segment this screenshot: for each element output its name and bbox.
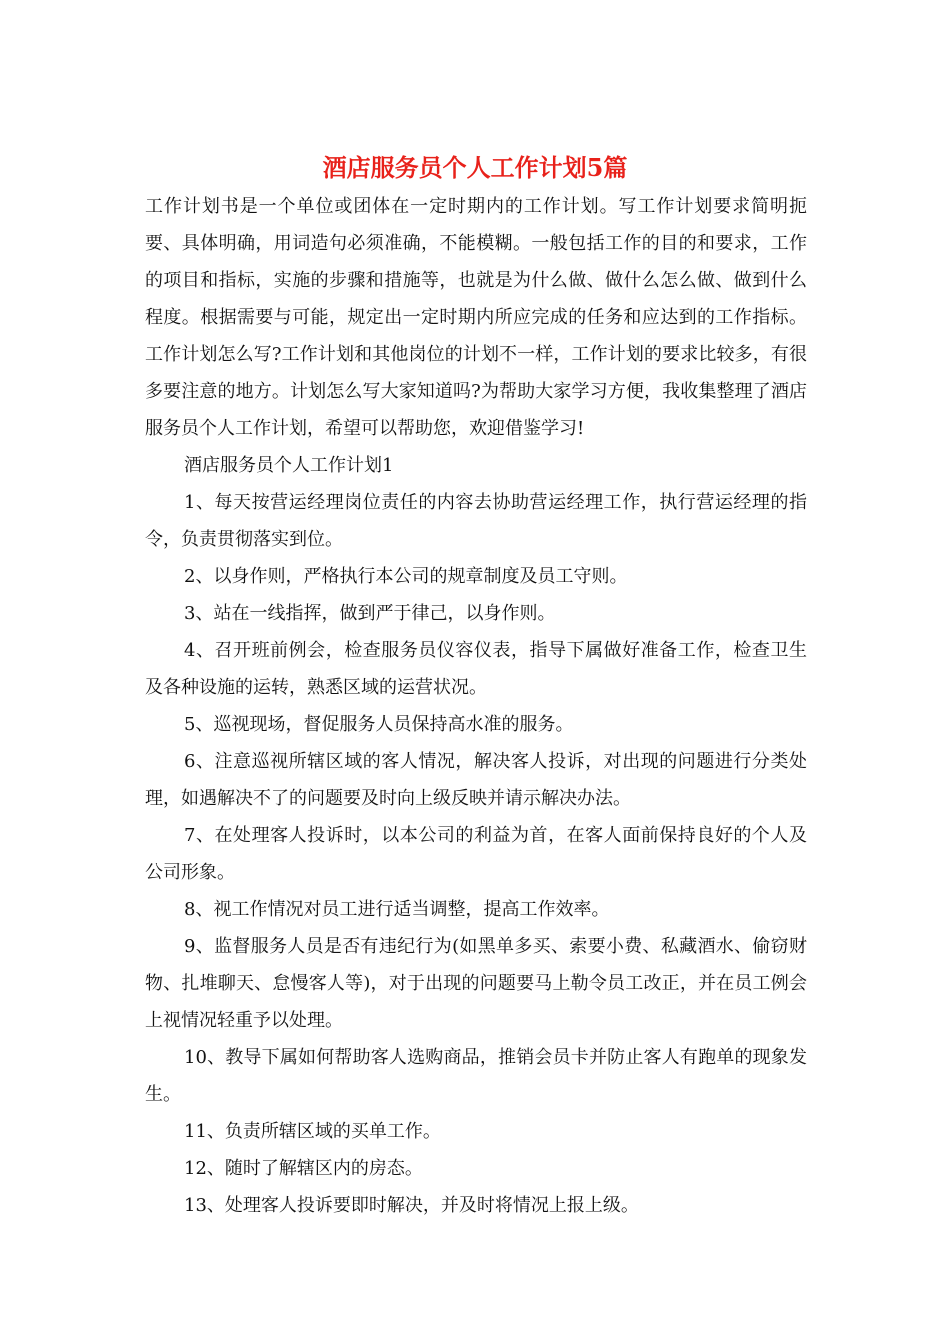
document-body: [145, 188, 807, 1224]
list-item: 10、教导下属如何帮助客人选购商品，推销会员卡并防止客人有跑单的现象发生。: [145, 1047, 807, 1105]
list-item: 13、处理客人投诉要即时解决，并及时将情况上报上级。: [184, 1195, 639, 1216]
list-item: 1、每天按营运经理岗位责任的内容去协助营运经理工作，执行营运经理的指令，负责贯彻落实到位。: [145, 492, 807, 550]
list-item: 5、巡视现场，督促服务人员保持高水准的服务。: [184, 714, 574, 735]
list-item: 7、在处理客人投诉时，以本公司的利益为首，在客人面前保持良好的个人及公司形象。: [145, 825, 807, 883]
list-item: 12、随时了解辖区内的房态。: [184, 1158, 423, 1179]
section-heading: 酒店服务员个人工作计划1: [184, 455, 394, 476]
intro-paragraph: 工作计划书是一个单位或团体在一定时期内的工作计划。写工作计划要求简明扼要、具体明确，用词造句必须准确，不能模糊。一般包括工作的目的和要求，工作的项目和指标，实施的步骤和措施等，也就是为什么做、做什么怎么做、做到什么程度。根据需要与可能，规定出一定时期内所应完成的任务和应达到的工作指标。工作计划怎么写?工作计划和其他岗位的计划不一样，工作计划的要求比较多，有很多要注意的地方。计划怎么写大家知道吗?为帮助大家学习方便，我收集整理了酒店服务员个人工作计划，希望可以帮助您，欢迎借鉴学习!: [145, 196, 807, 439]
document-title: 酒店服务员个人工作计划5篇: [322, 153, 628, 182]
list-item: 11、负责所辖区域的买单工作。: [184, 1121, 441, 1142]
list-item: 8、视工作情况对员工进行适当调整，提高工作效率。: [184, 899, 610, 920]
list-item: 9、监督服务人员是否有违纪行为(如黑单多买、索要小费、私藏酒水、偷窃财物、扎堆聊天、怠慢客人等)，对于出现的问题要马上勒令员工改正，并在员工例会上视情况轻重予以处理。: [145, 936, 807, 1031]
list-item: 2、以身作则，严格执行本公司的规章制度及员工守则。: [184, 566, 628, 587]
list-item: 3、站在一线指挥，做到严于律己，以身作则。: [184, 603, 556, 624]
list-item: 6、注意巡视所辖区域的客人情况，解决客人投诉，对出现的问题进行分类处理，如遇解决不了的问题要及时向上级反映并请示解决办法。: [145, 751, 807, 809]
list-item: 4、召开班前例会，检查服务员仪容仪表，指导下属做好准备工作，检查卫生及各种设施的运转，熟悉区域的运营状况。: [145, 640, 807, 698]
